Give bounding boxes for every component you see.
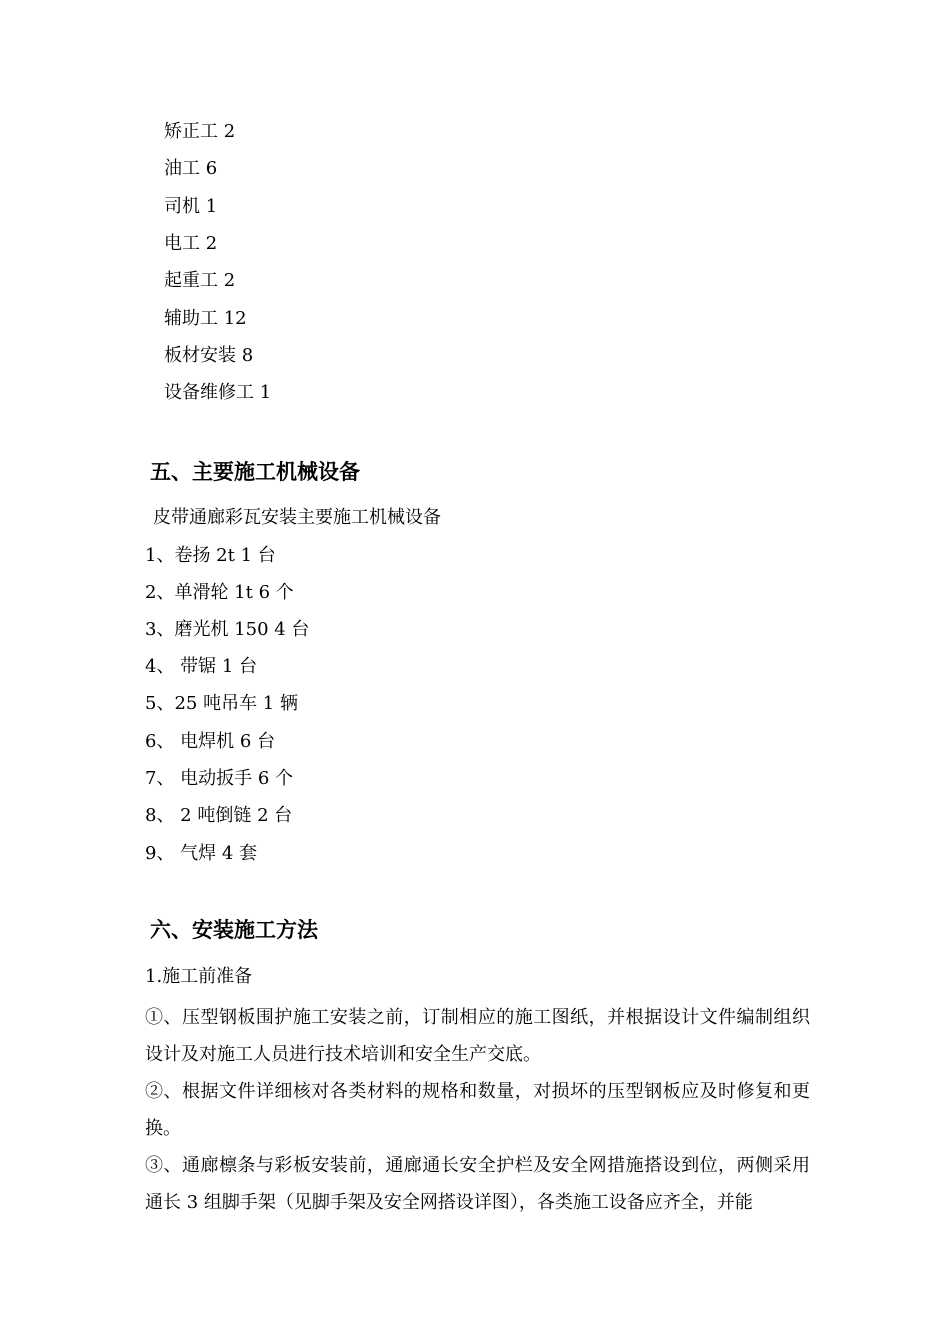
body-paragraph: ①、压型钢板围护施工安装之前，订制相应的施工图纸，并根据设计文件编制组织设计及对施工人员进行技术培训和安全生产交底。 [145, 1007, 810, 1065]
equipment-item: 9、 气焊 4 套 [145, 843, 258, 864]
equipment-item: 8、 2 吨倒链 2 台 [145, 805, 293, 826]
subsection-heading: 1.施工前准备 [145, 966, 253, 987]
section-heading: 六、安装施工方法 [150, 917, 318, 942]
equipment-item: 6、 电焊机 6 台 [145, 731, 276, 752]
equipment-item: 1、卷扬 2t 1 台 [145, 545, 276, 566]
worker-item: 油工 6 [164, 158, 218, 179]
worker-item: 起重工 2 [164, 270, 236, 291]
worker-item: 电工 2 [164, 233, 218, 254]
equipment-item: 4、 带锯 1 台 [145, 656, 258, 677]
worker-item: 辅助工 12 [164, 308, 247, 329]
body-paragraph: ②、根据文件详细核对各类材料的规格和数量，对损坏的压型钢板应及时修复和更换。 [145, 1081, 810, 1139]
equipment-item: 3、磨光机 150 4 台 [145, 619, 310, 640]
worker-item: 板材安装 8 [164, 345, 254, 366]
equipment-item: 2、单滑轮 1t 6 个 [145, 582, 294, 603]
section-subtitle: 皮带通廊彩瓦安装主要施工机械设备 [153, 507, 441, 528]
worker-item: 司机 1 [164, 196, 218, 217]
section-heading: 五、主要施工机械设备 [150, 459, 360, 484]
worker-item: 设备维修工 1 [164, 382, 272, 403]
equipment-item: 5、25 吨吊车 1 辆 [145, 693, 298, 714]
body-paragraph: ③、通廊檩条与彩板安装前，通廊通长安全护栏及安全网措施搭设到位，两侧采用通长 3 组脚手架（见脚手架及安全网搭设详图），各类施工设备应齐全，并能 [145, 1155, 810, 1213]
equipment-item: 7、 电动扳手 6 个 [145, 768, 294, 789]
worker-item: 矫正工 2 [164, 121, 236, 142]
